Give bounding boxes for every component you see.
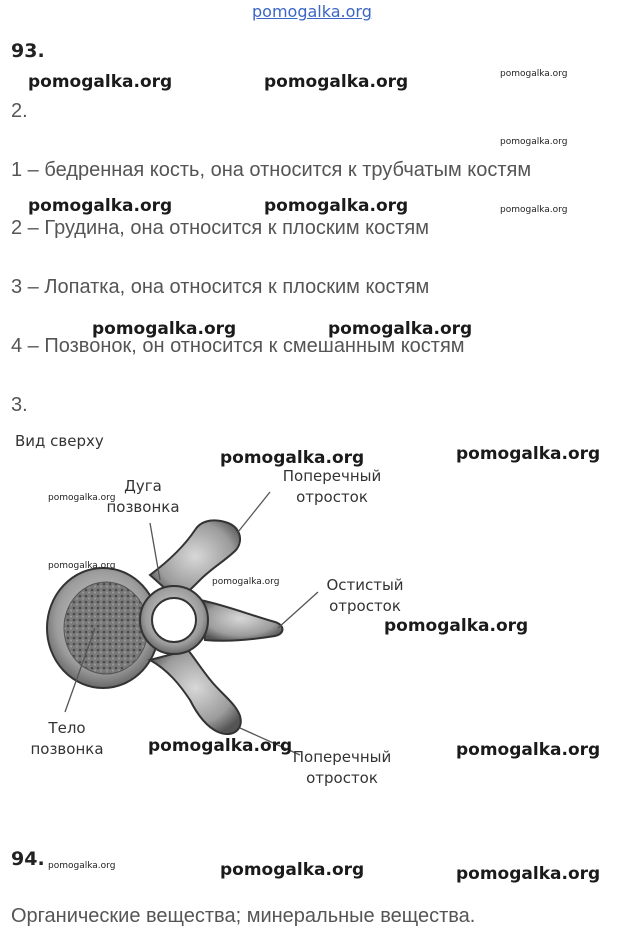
answer-line-4: 4 – Позвонок, он относится к смешанным костям bbox=[11, 335, 465, 357]
answer-line-3: 3 – Лопатка, она относится к плоским костям bbox=[11, 276, 430, 298]
watermark: pomogalka.org bbox=[264, 72, 409, 92]
watermark: pomogalka.org bbox=[264, 196, 409, 216]
watermark: pomogalka.org bbox=[500, 137, 568, 147]
site-watermark-link[interactable]: pomogalka.org bbox=[252, 2, 372, 21]
task-number-93: 93. bbox=[11, 40, 45, 62]
transverse-bottom-line1: Поперечный bbox=[292, 748, 392, 766]
spinous-process-label bbox=[315, 575, 415, 617]
answer-line-1: 1 – бедренная кость, она относится к трубчатым костям bbox=[11, 159, 532, 181]
task-number-94: 94. bbox=[11, 848, 45, 870]
transverse-bottom-line2: отросток bbox=[306, 769, 378, 787]
watermark: pomogalka.org bbox=[28, 196, 173, 216]
watermark: pomogalka.org bbox=[28, 72, 173, 92]
spinous-line1: Остистый bbox=[326, 576, 404, 594]
watermark: pomogalka.org bbox=[456, 864, 601, 884]
vertebral-canal-shape bbox=[152, 598, 196, 642]
answer-line-2: 2 – Грудина, она относится к плоским костям bbox=[11, 217, 429, 239]
answer-94: Органические вещества; минеральные вещества. bbox=[11, 905, 476, 927]
watermark: pomogalka.org bbox=[148, 736, 293, 756]
transverse-top-line1: Поперечный bbox=[282, 467, 382, 485]
watermark: pomogalka.org bbox=[220, 860, 365, 880]
watermark: pomogalka.org bbox=[456, 740, 601, 760]
body-label bbox=[18, 718, 116, 760]
watermark: pomogalka.org bbox=[92, 319, 237, 339]
watermark: pomogalka.org bbox=[500, 69, 568, 79]
watermark: pomogalka.org bbox=[456, 444, 601, 464]
body-label-line2: позвонка bbox=[30, 740, 104, 758]
transverse-top-line2: отросток bbox=[296, 488, 368, 506]
watermark: pomogalka.org bbox=[220, 448, 365, 468]
arch-label-line1: Дуга bbox=[124, 477, 162, 495]
view-from-above-label: Вид сверху bbox=[15, 432, 104, 450]
question-3-label: 3. bbox=[11, 394, 28, 416]
watermark: pomogalka.org bbox=[48, 861, 116, 871]
watermark: pomogalka.org bbox=[212, 577, 280, 587]
watermark: pomogalka.org bbox=[48, 561, 116, 571]
arch-label-line2: позвонка bbox=[106, 498, 180, 516]
watermark: pomogalka.org bbox=[328, 319, 473, 339]
transverse-process-top-label bbox=[268, 466, 396, 508]
watermark: pomogalka.org bbox=[48, 493, 116, 503]
body-label-line1: Тело bbox=[48, 719, 86, 737]
watermark: pomogalka.org bbox=[384, 616, 529, 636]
watermark: pomogalka.org bbox=[500, 205, 568, 215]
spinous-line2: отросток bbox=[329, 597, 401, 615]
question-2-label: 2. bbox=[11, 100, 28, 122]
transverse-process-bottom-label bbox=[280, 747, 404, 789]
